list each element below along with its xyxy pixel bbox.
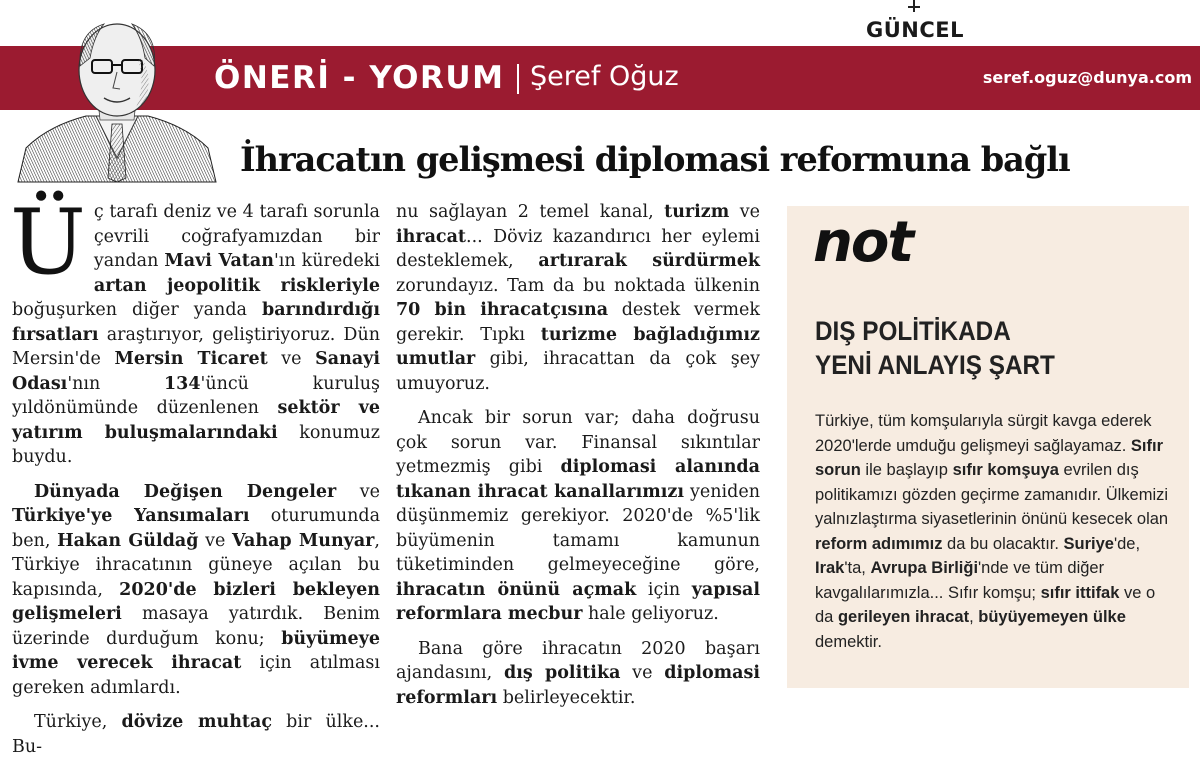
note-title — [815, 314, 1139, 382]
note-title-line-2: YENİ ANLAYIŞ ŞART — [815, 350, 1055, 380]
article-headline: İhracatın gelişmesi diplomasi reformuna bağlı — [240, 140, 1070, 179]
note-label: not — [813, 210, 913, 275]
crop-mark-horizontal — [908, 6, 920, 8]
column-name: ÖNERİ - YORUM — [214, 60, 505, 96]
drop-cap: Ü — [10, 190, 86, 295]
author-email[interactable]: seref.oguz@dunya.com — [982, 68, 1192, 87]
note-title-line-1: DIŞ POLİTİKADA — [815, 316, 1011, 346]
author-portrait — [18, 8, 216, 182]
section-tag — [840, 0, 990, 44]
note-box — [787, 206, 1189, 688]
note-text: Türkiye, tüm komşularıyla sürgit kavga ederek 2020'lerde umduğu gelişmeyi sağlayamaz. Sıfır sorun ile başlayıp sıfır komşuya evrilen dış politikamızı gözden geçirme zamanıdır. Ülkemizi yalnızlaştırma siyasetlerinin önünü kesecek olan reform adımımız da bu olacaktır. Suriye'de, Irak'ta, Avrupa Birliği'nde ve tüm diğer kavgalılarımızla... Sıfır komşu; sıfır ittifak ve o da gerileyen ihracat, büyüyemeyen ülke demektir. — [815, 412, 1169, 651]
header-divider — [517, 64, 519, 94]
section-label: GÜNCEL — [865, 18, 964, 42]
author-name: Şeref Oğuz — [530, 61, 679, 92]
body-column-1: Üç tarafı deniz ve 4 tarafı sorunla çevrili coğrafyamızdan bir yandan Mavi Vatan'ın küredeki artan jeopolitik riskleriyle boğuşurken diğer yanda barındırdığı fırsatları araştırıyor, geliştiriyoruz. Dün Mersin'de Mersin Ticaret ve Sanayi Odası'nın 134'üncü kuruluş yıldönümünde düzenlenen sektör ve yatırım buluşmalarındaki konumuz buydu. Dünyada Değişen Dengeler ve Türkiye'ye Yansımaları oturumunda ben, Hakan Güldağ ve Vahap Munyar, Türkiye ihracatının güneye açılan bu kapısında, 2020'de bizleri bekleyen gelişmeleri masaya yatırdık. Benim üzerinde durduğum konu; büyümeye ivme verecek ihracat için atılması gereken adımlardı. Türkiye, dövize muhtaç bir ülke... Bu- — [10, 190, 381, 757]
body-column-2: nu sağlayan 2 temel kanal, turizm ve ihracat... Döviz kazandırıcı her eylemi desteklemek, artırarak sürdürmek zorundayız. Tam da bu noktada ülkenin 70 bin ihracatçısına destek vermek gerekir. Tıpkı turizme bağladığımız umutlar gibi, ihracattan da çok şey umuyoruz. Ancak bir sorun var; daha doğrusu çok sorun var. Finansal sıkıntılar yetmezmiş gibi diplomasi alanında tıkanan ihracat kanallarımızı yeniden düşünmemiz gerekiyor. 2020'de %5'lik büyümenin tamamı kamunun tüketiminden gelmeyeceğine göre, ihracatın önünü açmak için yapısal reformlara mecbur hale geliyoruz. Bana göre ihracatın 2020 başarı ajandasını, dış politika ve diplomasi reformları belirleyecektir. — [396, 202, 761, 708]
